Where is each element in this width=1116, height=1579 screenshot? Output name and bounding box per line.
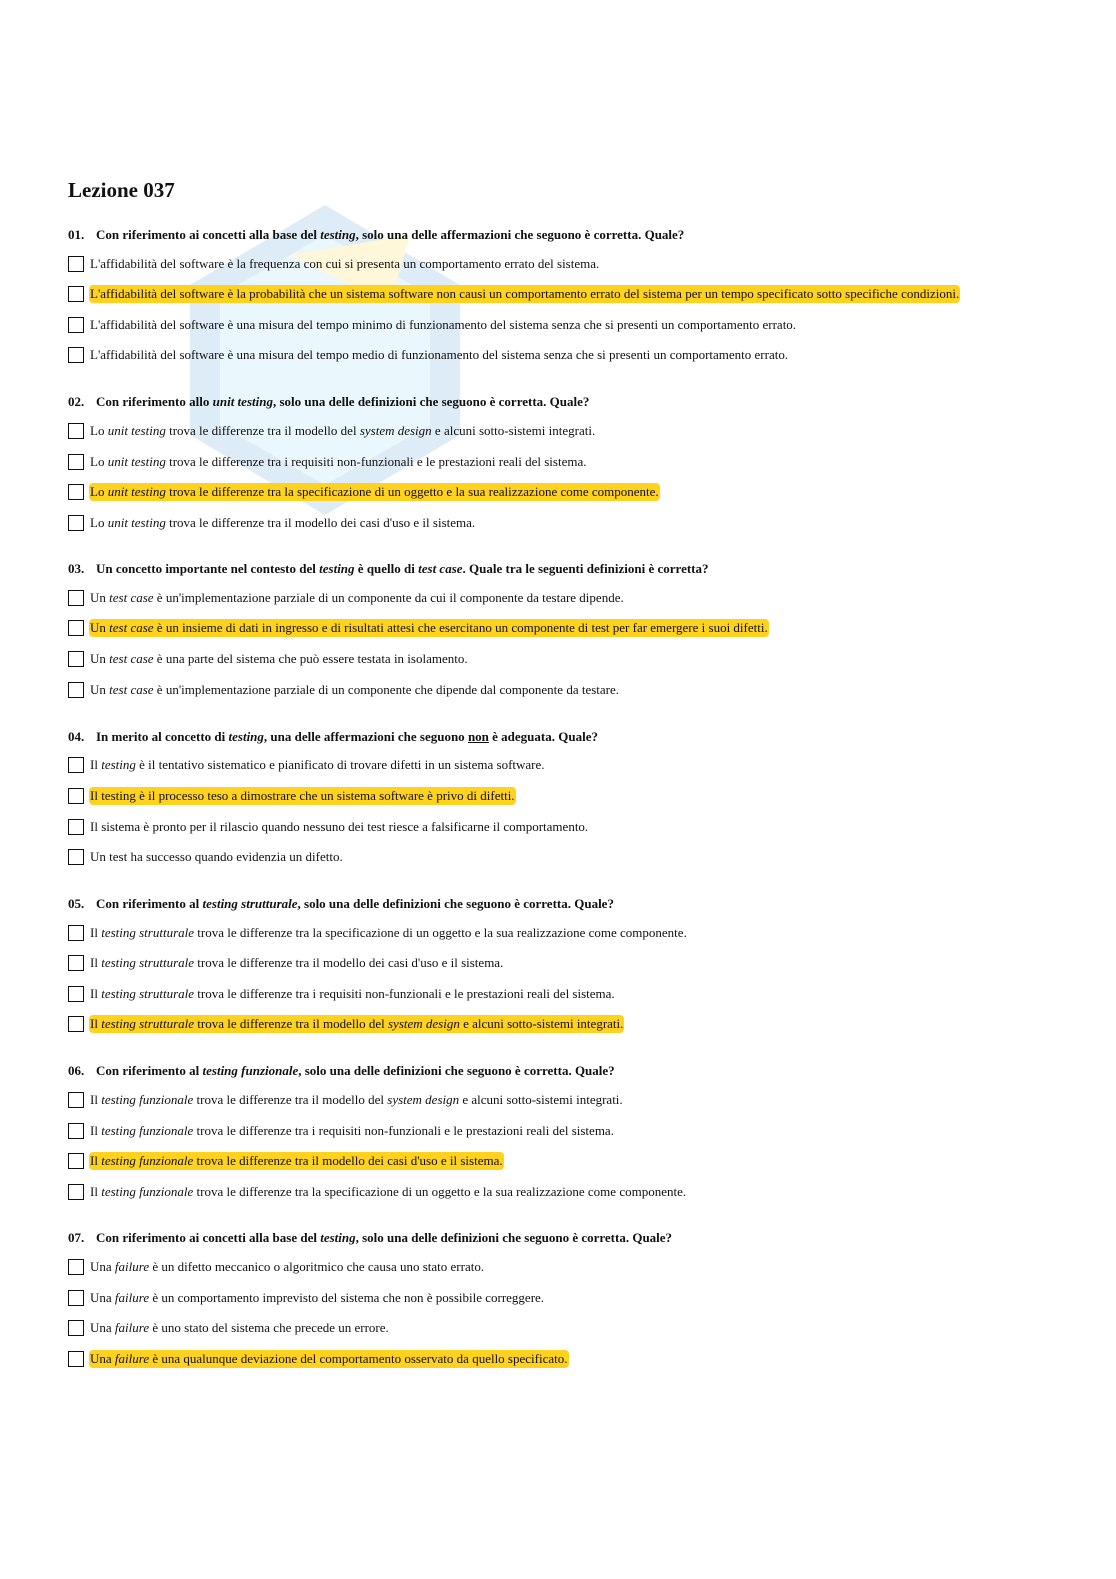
answer-option-correct[interactable] [68,284,960,304]
answer-text: Un test case è un'implementazione parziale di un componente che dipende dal componente da testare. [90,682,620,697]
answer-checkbox[interactable] [68,1351,84,1367]
answer-checkbox[interactable] [68,955,84,971]
answer-option[interactable] [68,1318,390,1338]
answer-checkbox[interactable] [68,515,84,531]
answer-checkbox[interactable] [68,1320,84,1336]
answer-checkbox[interactable] [68,986,84,1002]
answer-checkbox[interactable] [68,1184,84,1200]
page-title: Lezione 037 [68,178,175,202]
answer-text: Lo unit testing trova le differenze tra il modello del system design e alcuni sotto-sistemi integrati. [90,423,596,438]
question-03-text: 03. Un concetto importante nel contesto del testing è quello di test case. Quale tra le seguenti definizioni è corretta? [68,561,709,576]
answer-checkbox[interactable] [68,454,84,470]
answer-text: Lo unit testing trova le differenze tra i requisiti non-funzionali e le prestazioni reali del sistema. [90,454,587,469]
answer-option[interactable] [68,1182,687,1202]
answer-text: Lo unit testing trova le differenze tra il modello dei casi d'uso e il sistema. [90,515,476,530]
answer-option[interactable] [68,817,589,837]
answer-text-highlighted: Un test case è un insieme di dati in ingresso e di risultati attesi che esercitano un componente di test per far emergere i suoi difetti. [90,620,768,635]
answer-option[interactable] [68,984,616,1004]
answer-text: Il sistema è pronto per il rilascio quando nessuno dei test riesce a falsificarne il comportamento. [90,819,589,834]
answer-option[interactable] [68,254,600,274]
answer-option-correct[interactable] [68,786,516,806]
answer-text: Un test case è un'implementazione parziale di un componente da cui il componente da testare dipende. [90,590,624,605]
answer-checkbox[interactable] [68,757,84,773]
answer-text-highlighted: Una failure è una qualunque deviazione del comportamento osservato da quello specificato. [90,1351,568,1366]
answer-text: Una failure è un comportamento imprevisto del sistema che non è possibile correggere. [90,1290,545,1305]
answer-text-highlighted: Il testing funzionale trova le differenze tra il modello dei casi d'uso e il sistema. [90,1153,503,1168]
answer-checkbox[interactable] [68,590,84,606]
question-number: 01. [68,227,85,242]
answer-option[interactable] [68,315,797,335]
answer-text: Il testing strutturale trova le differenze tra il modello dei casi d'uso e il sistema. [90,955,504,970]
answer-checkbox[interactable] [68,1259,84,1275]
answer-option-correct[interactable] [68,1151,504,1171]
answer-option[interactable] [68,588,625,608]
answer-checkbox[interactable] [68,651,84,667]
answer-checkbox[interactable] [68,423,84,439]
answer-text-highlighted: Lo unit testing trova le differenze tra la specificazione di un oggetto e la sua realizzazione come componente. [90,484,659,499]
question-number: 04. [68,729,85,744]
answer-option[interactable] [68,649,469,669]
answer-checkbox[interactable] [68,484,84,500]
answer-text: Il testing strutturale trova le differenze tra i requisiti non-funzionali e le prestazioni reali del sistema. [90,986,615,1001]
answer-text-highlighted: Il testing è il processo teso a dimostrare che un sistema software è privo di difetti. [90,788,515,803]
question-number: 05. [68,896,85,911]
answer-text: Una failure è un difetto meccanico o algoritmico che causa uno stato errato. [90,1259,485,1274]
question-number: 06. [68,1063,85,1078]
answer-checkbox[interactable] [68,1016,84,1032]
answer-checkbox[interactable] [68,788,84,804]
answer-checkbox[interactable] [68,1092,84,1108]
answer-option[interactable] [68,923,688,943]
answer-option[interactable] [68,847,344,867]
answer-text: Un test case è una parte del sistema che può essere testata in isolamento. [90,651,468,666]
question-05-text: 05. Con riferimento al testing strutturale, solo una delle definizioni che seguono è corretta. Quale? [68,896,614,911]
answer-checkbox[interactable] [68,1123,84,1139]
question-number: 02. [68,394,85,409]
answer-option[interactable] [68,345,789,365]
answer-checkbox[interactable] [68,347,84,363]
answer-text: L'affidabilità del software è una misura del tempo medio di funzionamento del sistema senza che si presenti un comportamento errato. [90,347,789,362]
question-number: 07. [68,1230,85,1245]
answer-option-correct[interactable] [68,482,660,502]
answer-text: Il testing funzionale trova le differenze tra il modello del system design e alcuni sotto-sistemi integrati. [90,1092,623,1107]
answer-checkbox[interactable] [68,317,84,333]
answer-checkbox[interactable] [68,620,84,636]
question-02-text: 02. Con riferimento allo unit testing, solo una delle definizioni che seguono è corretta. Quale? [68,394,590,409]
answer-checkbox[interactable] [68,256,84,272]
answer-option-correct[interactable] [68,1014,624,1034]
answer-option[interactable] [68,755,546,775]
answer-checkbox[interactable] [68,1290,84,1306]
answer-option[interactable] [68,1257,485,1277]
answer-text-highlighted: L'affidabilità del software è la probabilità che un sistema software non causi un comportamento errato del sistema per un tempo specificato sotto specifiche condizioni. [90,286,960,301]
question-07-text: 07. Con riferimento ai concetti alla base del testing, solo una delle definizioni che seguono è corretta. Quale? [68,1230,673,1245]
answer-checkbox[interactable] [68,925,84,941]
question-01-text: 01. Con riferimento ai concetti alla base del testing, solo una delle affermazioni che seguono è corretta. Quale? [68,227,685,242]
answer-option[interactable] [68,680,620,700]
answer-text: Una failure è uno stato del sistema che precede un errore. [90,1320,389,1335]
answer-option[interactable] [68,513,476,533]
question-number: 03. [68,561,85,576]
answer-checkbox[interactable] [68,286,84,302]
answer-option[interactable] [68,1288,545,1308]
answer-option[interactable] [68,452,588,472]
answer-option-correct[interactable] [68,1349,569,1369]
answer-option-correct[interactable] [68,618,769,638]
answer-text: Il testing funzionale trova le differenze tra i requisiti non-funzionali e le prestazioni reali del sistema. [90,1123,614,1138]
answer-text: L'affidabilità del software è la frequenza con cui si presenta un comportamento errato del sistema. [90,256,600,271]
answer-option[interactable] [68,421,596,441]
answer-option[interactable] [68,1121,615,1141]
answer-text-highlighted: Il testing strutturale trova le differenze tra il modello del system design e alcuni sotto-sistemi integrati. [90,1016,624,1031]
answer-text: Il testing funzionale trova le differenze tra la specificazione di un oggetto e la sua realizzazione come componente. [90,1184,687,1199]
answer-checkbox[interactable] [68,849,84,865]
answer-text: Il testing strutturale trova le differenze tra la specificazione di un oggetto e la sua realizzazione come componente. [90,925,687,940]
answer-text: L'affidabilità del software è una misura del tempo minimo di funzionamento del sistema senza che si presenti un comportamento errato. [90,317,797,332]
answer-option[interactable] [68,1090,624,1110]
answer-text: Il testing è il tentativo sistematico e pianificato di trovare difetti in un sistema software. [90,757,545,772]
answer-option[interactable] [68,953,504,973]
question-04-text: 04. In merito al concetto di testing, una delle affermazioni che seguono non è adeguata. Quale? [68,729,598,744]
answer-text: Un test ha successo quando evidenzia un difetto. [90,849,343,864]
question-06-text: 06. Con riferimento al testing funzionale, solo una delle definizioni che seguono è corretta. Quale? [68,1063,615,1078]
answer-checkbox[interactable] [68,1153,84,1169]
answer-checkbox[interactable] [68,682,84,698]
answer-checkbox[interactable] [68,819,84,835]
